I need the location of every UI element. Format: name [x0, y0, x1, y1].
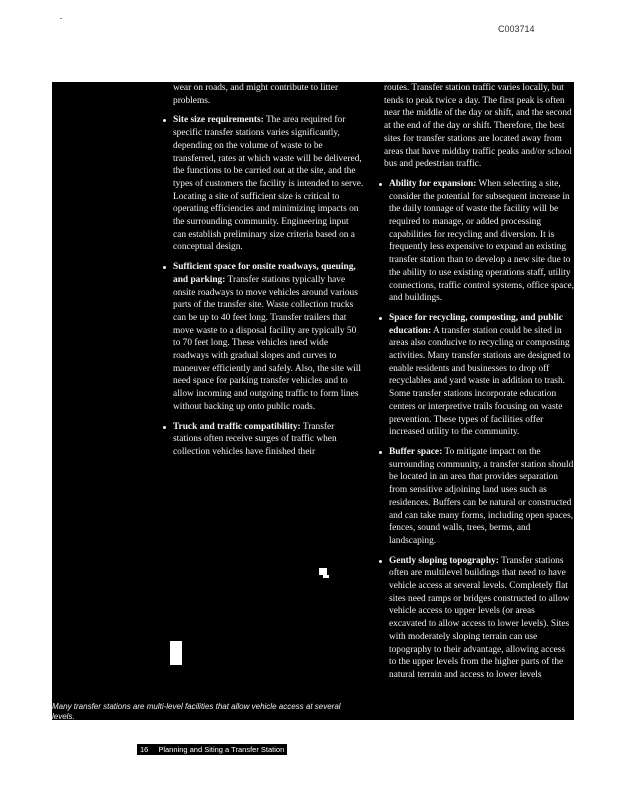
criterion-term: Space for recycling, composting, and public education:: [389, 312, 563, 336]
right-column: [378, 82, 574, 689]
right-column-continuation: routes. Transfer station traffic varies locally, but tends to peak twice a day. The first peak is often near the middle of the day or shift, and the second at the end of the day or shift. Therefore, the best sites for transfer stations are located away from areas that have midday traffic peaks and/or school bus and pedestrian traffic.: [384, 83, 573, 170]
criterion-text: A transfer station could be sited in areas also conducive to recycling or composting activities. Many transfer stations are designed to enable residents and businesses to drop off recyclables and yard waste in addition to trash. Some transfer stations incorporate education centers or interpretive trails focusing on waste prevention. These types of facilities offer increased utility to the community.: [389, 325, 571, 438]
document-id: C003714: [498, 24, 535, 34]
list-item: [378, 446, 574, 548]
scan-artifact: [319, 568, 327, 575]
criterion-text: Transfer stations typically have onsite roadways to move vehicles around various parts of the transfer site. Waste collection trucks can be up to 40 feet long. Transfer trailers that move waste to a disposal facility are typically 50 to 70 feet long. These vehicles need wide roadways with gradual slopes and curves to maneuver efficiently and safely. Also, the site will need space for parking transfer vehicles and to allow incoming and outgoing traffic to form lines without backing up onto public roads.: [173, 274, 361, 412]
list-item: [378, 555, 574, 682]
list-item: [378, 312, 574, 439]
criterion-term: Buffer space:: [389, 446, 443, 457]
criterion-text: To mitigate impact on the surrounding community, a transfer station should be located in an area that provides separation from sensitive adjoining land uses such as residences. Buffers can be natural or constructed and can take many forms, including open spaces, fences, sound walls, trees, berms, and landscaping.: [389, 446, 574, 546]
criterion-text: Transfer stations often receive surges of traffic when collection vehicles have finished their: [173, 421, 337, 457]
criterion-text: The area required for specific transfer stations varies significantly, depending on the volume of waste to be transferred, rates at which waste will be delivered, the functions to be carried out at the site, and the types of customers the facility is intended to serve. Locating a site of sufficient size is critical to operating efficiencies and minimizing impacts on the surrounding community. Engineering input can establish preliminary size criteria based on a conceptual design.: [173, 115, 364, 253]
list-item: [162, 421, 364, 459]
left-column-continuation: wear on roads, and might contribute to litter problems.: [173, 83, 339, 106]
criterion-term: Gently sloping topography:: [389, 555, 499, 566]
list-item: [162, 114, 364, 254]
list-item: [162, 261, 364, 413]
right-criteria-list: [378, 178, 574, 682]
scan-speck: [60, 18, 62, 19]
page-number: 16: [140, 745, 149, 754]
footer-title: Planning and Siting a Transfer Station: [158, 745, 285, 754]
criterion-term: Sufficient space for onsite roadways, queuing, and parking:: [173, 262, 356, 285]
criterion-term: Site size requirements:: [173, 115, 264, 126]
criterion-term: Truck and traffic compatibility:: [173, 421, 301, 432]
list-item: [378, 178, 574, 305]
criterion-text: When selecting a site, consider the potential for subsequent increase in the daily tonnage of waste the facility will be required to manage, or added processing capabilities for recycling and diversion. It is frequently less expensive to expand an existing transfer station than to develop a new site due to the ability to use existing operations staff, utility connections, traffic control systems, office space, and buildings.: [389, 178, 574, 304]
criterion-term: Ability for expansion:: [389, 178, 477, 189]
criterion-text: Transfer stations often are multilevel buildings that need to have vehicle access at several levels. Completely flat sites need ramps or bridges constructed to allow vehicle access to upper levels (or areas excavated to allow access to lower levels). Sites with moderately sloping terrain can use topography to their advantage, allowing access to the upper levels from the higher parts of the natural terrain and access to lower levels: [389, 555, 570, 680]
left-criteria-list: [162, 114, 364, 458]
figure-caption: Many transfer stations are multi-level facilities that allow vehicle access at several levels.: [52, 702, 341, 720]
page-content-block: [52, 82, 574, 720]
scan-artifact: [323, 575, 329, 578]
left-column: [162, 82, 364, 466]
scan-artifact: [170, 641, 182, 665]
page-footer: [137, 744, 287, 755]
